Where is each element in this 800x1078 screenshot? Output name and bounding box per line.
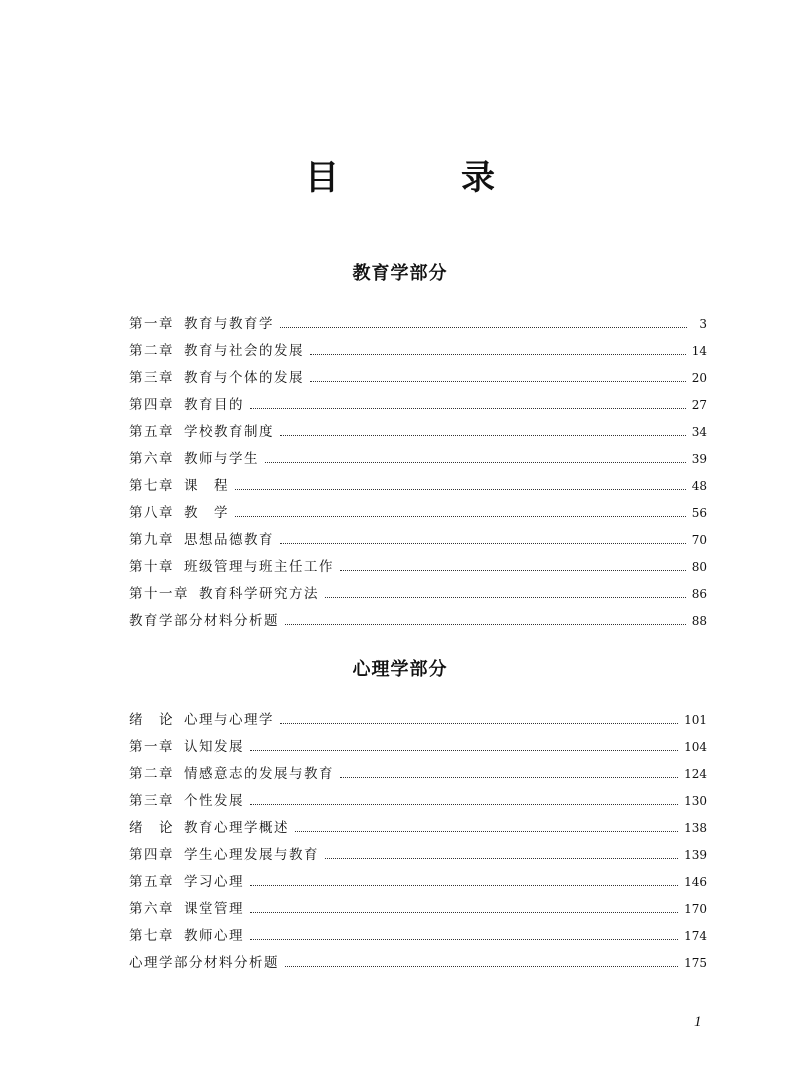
toc-entry[interactable] — [129, 603, 707, 630]
toc-leader-dots — [310, 381, 686, 382]
toc-chapter-number: 第三章 — [129, 793, 174, 809]
toc-chapter-number: 第七章 — [129, 478, 174, 494]
toc-chapter-number: 第八章 — [129, 505, 174, 521]
toc-page-number: 124 — [684, 767, 707, 781]
toc-page-number: 86 — [691, 587, 707, 601]
toc-chapter-number: 绪 论 — [129, 712, 174, 728]
toc-page-number: 3 — [699, 317, 707, 331]
toc-leader-dots — [295, 831, 678, 832]
toc-page-number: 34 — [691, 425, 707, 439]
toc-chapter-number: 第四章 — [129, 847, 174, 863]
toc-page-number: 175 — [684, 956, 707, 970]
toc-entry[interactable] — [129, 549, 707, 576]
toc-entry[interactable] — [129, 729, 707, 756]
toc-leader-dots — [250, 912, 678, 913]
toc-entry[interactable] — [129, 306, 707, 333]
toc-entry-title: 情感意志的发展与教育 — [184, 766, 334, 782]
toc-page-number: 56 — [691, 506, 707, 520]
toc-entry[interactable] — [129, 783, 707, 810]
toc-leader-dots — [250, 408, 686, 409]
toc-entry-title: 教育科学研究方法 — [199, 586, 319, 602]
toc-leader-dots — [280, 543, 686, 544]
toc-entry[interactable] — [129, 495, 707, 522]
toc-entry[interactable] — [129, 414, 707, 441]
toc-chapter-number: 第六章 — [129, 451, 174, 467]
toc-page-number: 20 — [691, 371, 707, 385]
toc-page-number: 170 — [684, 902, 707, 916]
toc-entry-title: 个性发展 — [184, 793, 244, 809]
toc-leader-dots — [235, 489, 686, 490]
toc-entry-title: 学生心理发展与教育 — [184, 847, 319, 863]
toc-entry[interactable] — [129, 864, 707, 891]
toc-leader-dots — [280, 327, 687, 328]
toc-page-number: 101 — [684, 713, 707, 727]
toc-page-number: 48 — [691, 479, 707, 493]
toc-chapter-number: 第六章 — [129, 901, 174, 917]
toc-chapter-number: 第十章 — [129, 559, 174, 575]
toc-entry[interactable] — [129, 945, 707, 972]
toc-entry-title: 思想品德教育 — [184, 532, 274, 548]
section-heading-psychology: 心理学部分 — [352, 659, 448, 680]
toc-entry-title: 教育目的 — [184, 397, 244, 413]
toc-chapter-number: 第九章 — [129, 532, 174, 548]
toc-leader-dots — [325, 597, 686, 598]
section-heading-education: 教育学部分 — [352, 263, 448, 284]
toc-entry[interactable] — [129, 918, 707, 945]
toc-leader-dots — [265, 462, 686, 463]
page-title: 目 录 — [305, 158, 539, 198]
toc-chapter-number: 第四章 — [129, 397, 174, 413]
toc-chapter-number: 第七章 — [129, 928, 174, 944]
toc-entry-title: 学校教育制度 — [184, 424, 274, 440]
toc-list-education — [129, 306, 707, 630]
toc-leader-dots — [325, 858, 678, 859]
toc-entry[interactable] — [129, 837, 707, 864]
toc-leader-dots — [235, 516, 686, 517]
toc-leader-dots — [280, 435, 686, 436]
toc-entry[interactable] — [129, 756, 707, 783]
page-number: 1 — [694, 1014, 702, 1030]
toc-page-number: 70 — [691, 533, 707, 547]
toc-entry[interactable] — [129, 522, 707, 549]
toc-leader-dots — [285, 624, 686, 625]
toc-page-number: 174 — [684, 929, 707, 943]
toc-leader-dots — [250, 804, 678, 805]
toc-leader-dots — [310, 354, 686, 355]
toc-leader-dots — [250, 939, 678, 940]
toc-entry-title: 教育心理学概述 — [184, 820, 289, 836]
toc-list-psychology — [129, 702, 707, 972]
toc-entry-title: 认知发展 — [184, 739, 244, 755]
toc-entry[interactable] — [129, 468, 707, 495]
toc-entry[interactable] — [129, 333, 707, 360]
toc-entry-title: 课堂管理 — [184, 901, 244, 917]
toc-leader-dots — [340, 570, 686, 571]
toc-chapter-number: 第二章 — [129, 766, 174, 782]
toc-entry-title: 教育与教育学 — [184, 316, 274, 332]
toc-entry[interactable] — [129, 441, 707, 468]
toc-chapter-number: 第五章 — [129, 424, 174, 440]
toc-chapter-number: 第一章 — [129, 316, 174, 332]
toc-entry-title: 心理与心理学 — [184, 712, 274, 728]
toc-page-number: 27 — [691, 398, 707, 412]
toc-entry-title: 教师与学生 — [184, 451, 259, 467]
toc-entry[interactable] — [129, 810, 707, 837]
toc-leader-dots — [280, 723, 678, 724]
toc-page-number: 139 — [684, 848, 707, 862]
toc-entry[interactable] — [129, 576, 707, 603]
toc-entry-title: 课 程 — [184, 478, 229, 494]
toc-entry-title: 学习心理 — [184, 874, 244, 890]
toc-page-number: 88 — [691, 614, 707, 628]
toc-page-number: 104 — [684, 740, 707, 754]
toc-entry[interactable] — [129, 891, 707, 918]
toc-chapter-number: 第三章 — [129, 370, 174, 386]
toc-chapter-number: 第二章 — [129, 343, 174, 359]
toc-entry[interactable] — [129, 360, 707, 387]
toc-entry-title: 教育与社会的发展 — [184, 343, 304, 359]
toc-entry-title: 教 学 — [184, 505, 229, 521]
toc-entry-title: 教育与个体的发展 — [184, 370, 304, 386]
toc-page-number: 80 — [691, 560, 707, 574]
toc-page-number: 130 — [684, 794, 707, 808]
toc-entry-title: 教师心理 — [184, 928, 244, 944]
toc-page-number: 146 — [684, 875, 707, 889]
toc-page-number: 39 — [691, 452, 707, 466]
toc-leader-dots — [285, 966, 678, 967]
toc-entry[interactable] — [129, 702, 707, 729]
toc-chapter-number: 第一章 — [129, 739, 174, 755]
toc-leader-dots — [250, 885, 678, 886]
toc-page-number: 14 — [691, 344, 707, 358]
toc-entry-title: 教育学部分材料分析题 — [129, 613, 279, 629]
toc-entry[interactable] — [129, 387, 707, 414]
toc-leader-dots — [340, 777, 678, 778]
toc-leader-dots — [250, 750, 678, 751]
toc-entry-title: 心理学部分材料分析题 — [129, 955, 279, 971]
toc-page-number: 138 — [684, 821, 707, 835]
toc-chapter-number: 第五章 — [129, 874, 174, 890]
toc-chapter-number: 第十一章 — [129, 586, 189, 602]
toc-chapter-number: 绪 论 — [129, 820, 174, 836]
toc-entry-title: 班级管理与班主任工作 — [184, 559, 334, 575]
